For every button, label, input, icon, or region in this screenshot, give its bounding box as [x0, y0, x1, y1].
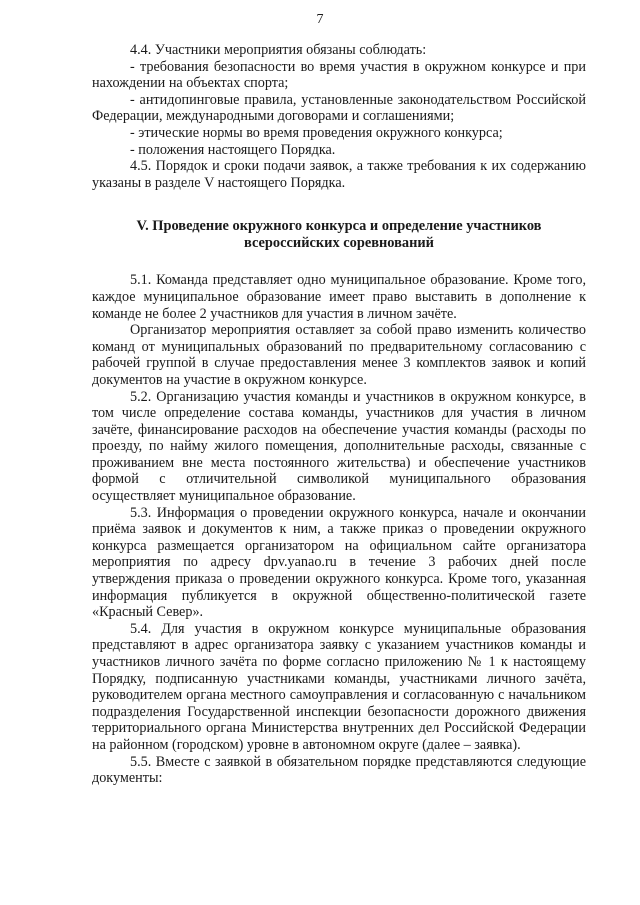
clause-5-1: 5.1. Команда представляет одно муниципальное образование. Кроме того, каждое муниципальное образование имеет право выставить в дополнение к команде не более 2 участников для участия в личном зачёте. — [92, 272, 586, 322]
clause-4-4-item-antidoping: - антидопинговые правила, установленные законодательством Российской Федерации, международными договорами и соглашениями; — [92, 91, 586, 125]
clause-5-3: 5.3. Информация о проведении окружного конкурса, начале и окончании приёма заявок и документов к ним, а также приказ о проведении окружного конкурса размещается организатором на официальном сайте организатора мероприятия по адресу dpv.yanao.ru в течение 3 рабочих дней после утверждения приказа о проведении окружного конкурса. Кроме того, указанная информация публикуется в окружной общественно-политической газете «Красный Север». — [92, 504, 586, 621]
clause-5-1-organizer: Организатор мероприятия оставляет за собой право изменить количество команд от муниципальных образований по предварительному согласованию с рабочей группой в случае предоставления менее 3 комплектов заявок и копий документов на участие в окружном конкурсе. — [92, 322, 586, 388]
clause-4-4-item-provisions: - положения настоящего Порядка. — [130, 141, 336, 158]
clause-4-5: 4.5. Порядок и сроки подачи заявок, а также требования к их содержанию указаны в разделе V настоящего Порядка. — [92, 158, 586, 191]
section-heading: V. Проведение окружного конкурса и определение участников всероссийских соревнований — [136, 218, 542, 252]
clause-4-4: 4.4. Участники мероприятия обязаны соблюдать: — [130, 42, 427, 58]
clause-5-5: 5.5. Вместе с заявкой в обязательном порядке представляются следующие документы: — [92, 753, 586, 787]
clause-4-4-item-safety: - требования безопасности во время участия в окружном конкурсе и при нахождении на объектах спорта; — [92, 58, 586, 92]
clause-5-2: 5.2. Организацию участия команды и участников в окружном конкурсе, в том числе определение состава команды, участников для участия в личном зачёте, финансирование расходов на обеспечение участия команды (расходы по проезду, по найму жилого помещения, дополнительные расходы, связанные с проживанием вне места постоянного жительства) и обеспечение участников формой с отличительной символикой муниципального образования осуществляет муниципальное образование. — [92, 388, 586, 505]
clause-4-4-item-ethics: - этические нормы во время проведения окружного конкурса; — [130, 124, 503, 141]
document-body — [92, 42, 586, 787]
clause-5-4: 5.4. Для участия в окружном конкурсе муниципальные образования представляют в адрес организатора заявку с указанием участников команды и участников личного зачёта по форме согласно приложению № 1 к настоящему Порядку, подписанную участниками команды, участниками личного зачёта, руководителем органа местного самоуправления и согласованную с начальником подразделения Государственной инспекции безопасности дорожного движения территориального органа Министерства внутренних дел Российской Федерации на районном (городском) уровне в автономном округе (далее – заявка). — [92, 620, 586, 753]
page-number: 7 — [316, 12, 324, 27]
